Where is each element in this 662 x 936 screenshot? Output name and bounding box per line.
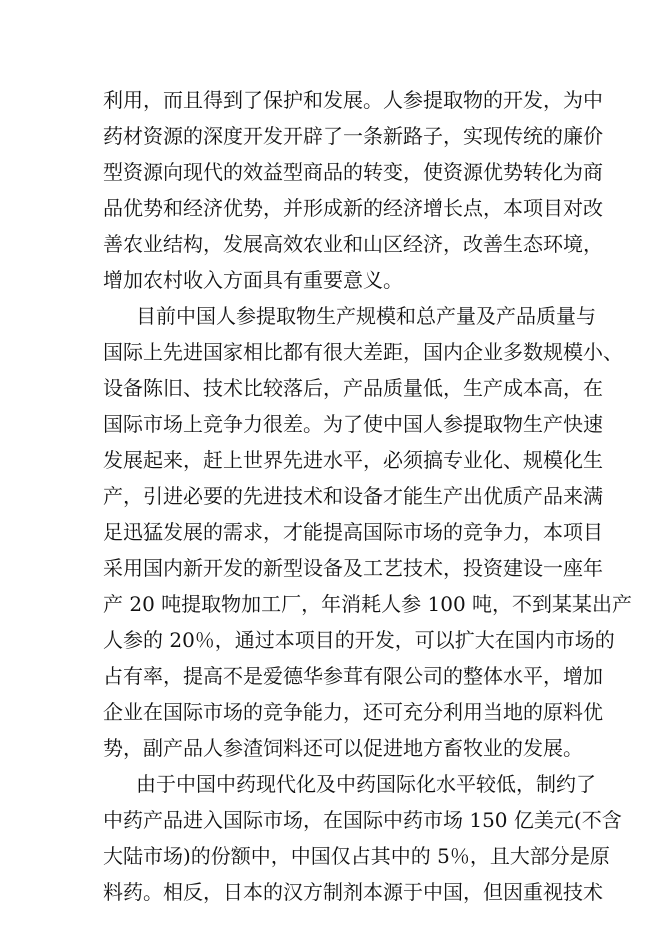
text-line: 产 20 吨提取物加工厂，年消耗人参 100 吨，不到某某出产 [103,592,633,616]
text-line: 发展起来，赶上世界先进水平，必须搞专业化、规模化生 [103,448,603,472]
text-line: 品优势和经济优势，并形成新的经济增长点，本项目对改 [103,196,603,220]
text-line: 国际市场上竞争力很差。为了使中国人参提取物生产快速 [103,412,603,436]
text-line: 善农业结构，发展高效农业和山区经济，改善生态环境， [103,232,603,256]
paragraph-first-line: 目前中国人参提取物生产规模和总产量及产品质量与 [136,304,596,328]
text-line: 占有率，提高不是爱德华参茸有限公司的整体水平，增加 [103,664,603,688]
text-line: 大陆市场)的份额中，中国仅占其中的 5％，且大部分是原 [103,844,610,868]
text-line: 企业在国际市场的竞争能力，还可充分利用当地的原料优 [103,700,603,724]
text-line: 型资源向现代的效益型商品的转变，使资源优势转化为商 [103,160,603,184]
text-line: 人参的 20％，通过本项目的开发，可以扩大在国内市场的 [103,628,615,652]
text-line: 设备陈旧、技术比较落后，产品质量低，生产成本高，在 [103,376,603,400]
text-line: 料药。相反，日本的汉方制剂本源于中国，但因重视技术 [103,880,603,904]
text-line: 中药产品进入国际市场，在国际中药市场 150 亿美元(不含 [103,808,622,832]
text-line: 产，引进必要的先进技术和设备才能生产出优质产品来满 [103,484,603,508]
text-line: 国际上先进国家相比都有很大差距，国内企业多数规模小、 [103,340,623,364]
text-line: 利用，而且得到了保护和发展。人参提取物的开发，为中 [103,88,603,112]
paragraph-first-line: 由于中国中药现代化及中药国际化水平较低，制约了 [136,772,596,796]
text-line: 采用国内新开发的新型设备及工艺技术，投资建设一座年 [103,556,603,580]
text-line: 势，副产品人参渣饲料还可以促进地方畜牧业的发展。 [103,736,583,760]
text-line: 足迅猛发展的需求，才能提高国际市场的竞争力，本项目 [103,520,603,544]
text-line: 药材资源的深度开发开辟了一条新路子，实现传统的廉价 [103,124,603,148]
text-line: 增加农村收入方面具有重要意义。 [103,268,403,292]
